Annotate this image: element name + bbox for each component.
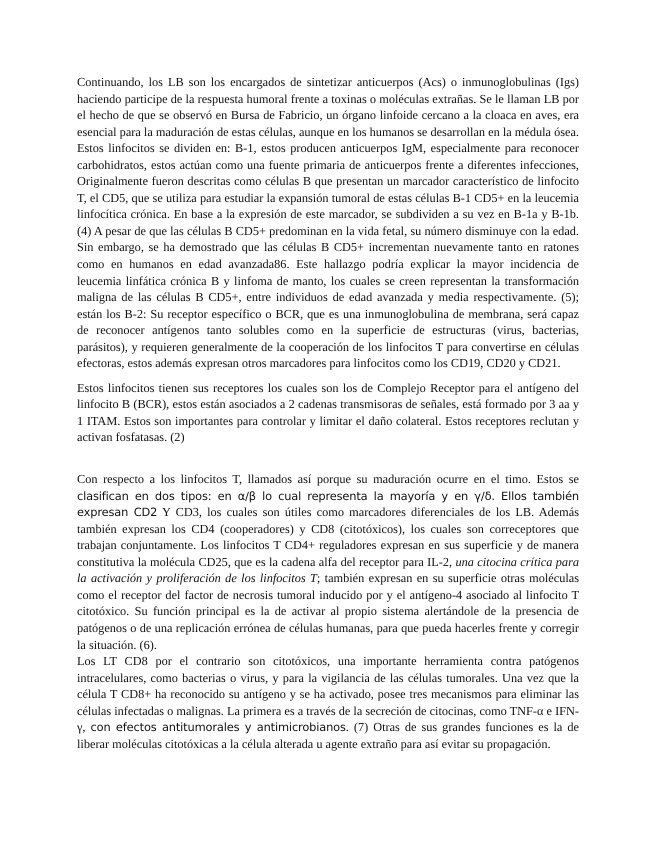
text-span: ; también expresan en su superficie otras moléculas como el receptor del factor de necrosis tumoral inducido por y el antígeno-4 asociado al linfocito T citotóxico. Su función principal es la de activar al propio sistema alertándole de la presencia de patógenos o de una replicación errónea de células humanas, para que pueda hacerles frente y corregir la situación. (6). — [77, 571, 579, 652]
paragraph-receptores-bcr: Estos linfocitos tienen sus receptores los cuales son los de Complejo Receptor para el antígeno del linfocito B (BCR), estos están asociados a 2 cadenas transmisoras de señales, está formado por 3 aa y 1 ITAM. Estos son importantes para controlar y limitar el daño colateral. Estos receptores reclutan y activan fosfatasas. (2) — [77, 380, 579, 445]
paragraph-linfocitos-b: Continuando, los LB son los encargados de sintetizar anticuerpos (Acs) o inmunoglobulinas (Igs) haciendo participe de la respuesta humoral frente a toxinas o moléculas extrañas. Se le llaman LB por el hecho de que se observó en Bursa de Fabricio, un órgano linfoide cercano a la cloaca en aves, era esencial para la maduración de estas células, aunque en los humanos se desarrollan en la médula ósea. Estos linfocitos se dividen en: B-1, estos producen anticuerpos IgM, especialmente para reconocer carbohidratos, estos actúan como una fuente primaria de anticuerpos frente a diferentes infecciones, Originalmente fueron descritas como células B que presentan un marcador característico de linfocito T, el CD5, que se utiliza para estudiar la expansión tumoral de estas células B-1 CD5+ en la leucemia linfocítica crónica. En base a la expresión de este marcador, se subdividen a su vez en B-1a y B-1b. (4) A pesar de que las células B CD5+ predominan en la vida fetal, su número disminuye con la edad. Sin embargo, se ha demostrado que las células B CD5+ incrementan nuevamente tanto en ratones como en humanos en edad avanzada86. Este hallazgo podría explicar la mayor incidencia de leucemia linfática crónica B y linfoma de manto, los cuales se creen representan la transformación maligna de las células B CD5+, entre individuos de edad avanzada y media respectivamente. (5); están los B-2: Su receptor específico o BCR, que es una inmunoglobulina de membrana, será capaz de reconocer antígenos tanto solubles como en la superficie de estructuras (virus, bacterias, parásitos), y requieren generalmente de la cooperación de los linfocitos T para convertirse en células efectoras, estos además expresan otros marcadores para linfocitos como los CD19, CD20 y CD21. — [77, 75, 579, 371]
text-span-italic: una citocina crítica para la activación y proliferación de los linfocitos T — [77, 554, 579, 586]
text-span: Con respecto a los linfocitos T, llamados así porque su maduración ocurre en el timo. Estos se — [77, 472, 579, 487]
paragraph-lt-cd8 — [77, 653, 579, 752]
text-span: Y CD3, los cuales son útiles como marcadores diferenciales de los LB. Además también expresan los CD4 (cooperadores) y CD8 (citotóxicos), los cuales son correceptores que trabajan conjuntamente. Los linfocitos T CD4+ reguladores expresan en sus superficie y de manera constitutiva la molécula CD25, que es la cadena alfa del receptor para IL-2, — [77, 505, 579, 569]
paragraph-linfocitos-t — [77, 471, 579, 653]
document-page — [77, 74, 579, 752]
paragraph-gap — [77, 372, 579, 380]
text-span: Los LT CD8 por el contrario son citotóxicos, una importante herramienta contra patógenos intracelulares, como bacterias o virus, y para la vigilancia de las células tumorales. Una vez que la célula T CD8+ ha reconocido su antígeno y se ha activado, posee tres mecanismos para eliminar las células infectadas o malignas. La primera es a través de la secreción de citocinas, como TNF-α e IFN-γ, — [77, 654, 579, 735]
text-span-sans: clasifican en dos tipos: en α/β lo cual representa la mayoría y en γ/δ. Ellos también expresan CD2 — [77, 488, 579, 520]
text-span-sans: con efectos antitumorales y antimicrobianos — [90, 720, 346, 735]
text-span: . (7) Otras de sus grandes funciones es la de liberar moléculas citotóxicas a la célula alterada u agente extraño para así evitar su propagación. — [77, 720, 579, 751]
paragraph-gap — [77, 446, 579, 471]
